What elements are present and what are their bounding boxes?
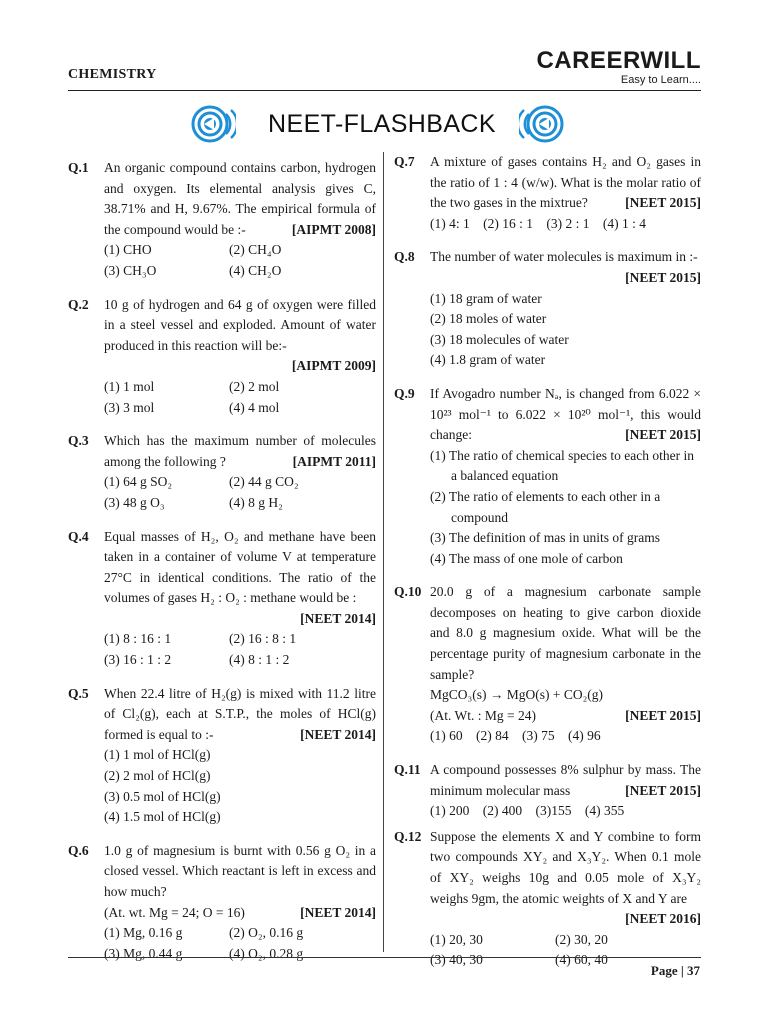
option: (1) 4: 1 <box>430 215 470 231</box>
option: (4) 8 g H₂ <box>229 494 283 510</box>
option: (2) 2 mol of HCl(g) <box>104 768 211 784</box>
exam-tag: [NEET 2016] <box>625 911 701 927</box>
footer-divider <box>68 957 701 958</box>
option: (2) 84 <box>476 728 509 744</box>
question-number: Q.7 <box>394 154 415 169</box>
exam-tag: [NEET 2015] <box>625 427 701 443</box>
option: (4) O₂, 0.28 g <box>229 945 304 961</box>
option: (2) 400 <box>482 803 523 819</box>
option: (1) 1 mol <box>104 378 155 394</box>
question-number: Q.8 <box>394 249 415 265</box>
exam-tag: [NEET 2015] <box>625 782 701 798</box>
question-number: Q.10 <box>394 584 422 600</box>
options <box>430 801 701 822</box>
option: (2) 18 moles of water <box>430 311 547 327</box>
option: (1) 20, 30 <box>430 931 483 947</box>
options <box>104 629 376 670</box>
option: (4) 1.5 mol of HCl(g) <box>104 809 221 825</box>
question-stem: When 22.4 litre of H₂(g) is mixed with 11.2 litre of Cl₂(g), each at S.T.P., the moles of HCl(g) formed is equal to :- [NEET 2014] <box>104 684 376 746</box>
question-number: Q.11 <box>394 762 421 778</box>
option: (3) The definition of mas in units of grams <box>430 530 660 546</box>
option: (4) CH₂O <box>229 262 282 278</box>
option: (2) 16 : 8 : 1 <box>229 631 297 647</box>
options <box>104 377 376 418</box>
brand-name: CAREERWILL <box>536 47 701 74</box>
question-extra: (At. wt. Mg = 24; O = 16) [NEET 2014] <box>104 903 376 924</box>
exam-tag: [NEET 2014] <box>300 610 376 626</box>
option: (4) 60, 40 <box>555 952 608 968</box>
exam-tag: [NEET 2015] <box>625 269 701 285</box>
option: (2) 2 mol <box>229 378 280 394</box>
question-extra: (At. Wt. : Mg = 24) [NEET 2015] <box>430 706 701 727</box>
options <box>104 240 376 281</box>
options <box>430 726 701 747</box>
left-column <box>68 158 376 964</box>
option: (3) CH₃O <box>104 262 157 278</box>
question-stem: Equal masses of H₂, O₂ and methane have been taken in a container of volume V at temperature 27°C in identical conditions. The ratio of the volumes of gases H₂ : O₂ : methane would be : <box>104 528 376 606</box>
question-9 <box>394 384 701 569</box>
question-stem: If Avogadro number Nₐ, is changed from 6.022 × 10²³ mol⁻¹ to 6.022 × 10²⁰ mol⁻¹, this would change: [NEET 2015] <box>430 384 701 446</box>
title-band <box>0 104 768 144</box>
options <box>430 446 701 570</box>
option: (3) 3 mol <box>104 399 155 415</box>
option: (3)155 <box>535 803 572 819</box>
exam-tag: [NEET 2015] <box>625 195 701 211</box>
subject-label: CHEMISTRY <box>68 67 157 82</box>
question-number: Q.6 <box>68 842 89 858</box>
options <box>430 289 701 371</box>
question-stem: A compound possesses 8% sulphur by mass. The minimum molecular mass [NEET 2015] <box>430 760 701 801</box>
question-stem: Which has the maximum number of molecules among the following ? [AIPMT 2011] <box>104 431 376 472</box>
question-stem: An organic compound contains carbon, hydrogen and oxygen. Its elemental analysis gives C, 38.71% and H, 9.67%. The empirical formula of the compound would be :- [AIPMT 2008] <box>104 158 376 240</box>
question-number: Q.5 <box>68 685 89 701</box>
option: (3) 75 <box>522 728 555 744</box>
brand-logo <box>536 48 701 87</box>
option: (4) 4 mol <box>229 399 280 415</box>
option: (1) 200 <box>430 803 470 819</box>
option: (4) 1.8 gram of water <box>430 352 546 368</box>
option: (2) The ratio of elements to each other in a compound <box>430 488 661 525</box>
header-divider <box>68 90 701 91</box>
question-3 <box>68 431 376 513</box>
question-6 <box>68 841 376 965</box>
option: (1) 60 <box>430 728 463 744</box>
options <box>104 923 376 964</box>
option: (4) 355 <box>584 803 625 819</box>
question-2 <box>68 295 376 419</box>
exam-tag: [AIPMT 2008] <box>291 221 376 237</box>
disc-right-icon <box>519 105 565 143</box>
question-7 <box>394 152 701 234</box>
option: (3) 2 : 1 <box>546 215 590 231</box>
option: (4) 8 : 1 : 2 <box>229 652 290 668</box>
option: (2) CH₄O <box>229 242 282 258</box>
exam-tag: [AIPMT 2009] <box>291 358 376 374</box>
option: (3) 40, 30 <box>430 952 483 968</box>
option: (2) 44 g CO₂ <box>229 474 299 490</box>
question-number: Q.2 <box>68 296 89 312</box>
option: (3) 48 g O₃ <box>104 494 165 510</box>
option: (2) 30, 20 <box>555 931 608 947</box>
option: (1) 8 : 16 : 1 <box>104 631 172 647</box>
option: (1) 18 gram of water <box>430 290 542 306</box>
question-10 <box>394 582 701 747</box>
page-number: Page | 37 <box>650 963 700 978</box>
disc-left-icon <box>190 105 236 143</box>
exam-tag: [NEET 2015] <box>625 707 701 723</box>
option: (3) Mg, 0.44 g <box>104 945 183 961</box>
right-column <box>394 154 701 971</box>
question-number: Q.9 <box>394 385 415 401</box>
question-number: Q.12 <box>394 828 422 844</box>
options <box>104 472 376 513</box>
question-stem: 20.0 g of a magnesium carbonate sample decomposes on heating to give carbon dioxide and 8.0 g magnesium oxide. What will be the percentage purity of magnesium carbonate in the sample? <box>430 584 701 682</box>
question-12 <box>394 827 701 971</box>
page-title: NEET-FLASHBACK <box>268 110 496 138</box>
question-stem: 1.0 g of magnesium is burnt with 0.56 g O₂ in a closed vessel. Which reactant is left in excess and how much? <box>104 842 376 899</box>
option: (1) Mg, 0.16 g <box>104 925 183 941</box>
option: (3) 16 : 1 : 2 <box>104 652 172 668</box>
question-number: Q.1 <box>68 160 89 175</box>
question-number: Q.3 <box>68 433 89 449</box>
page-header <box>68 48 701 94</box>
column-divider <box>383 152 384 952</box>
option: (4) 96 <box>568 728 601 744</box>
options <box>104 745 376 827</box>
exam-tag: [NEET 2014] <box>300 904 376 920</box>
question-1 <box>68 158 376 282</box>
brand-tagline: Easy to Learn.... <box>620 74 701 86</box>
option: (1) 1 mol of HCl(g) <box>104 747 211 763</box>
option: (1) CHO <box>104 242 152 258</box>
option: (4) The mass of one mole of carbon <box>430 550 623 566</box>
option: (1) The ratio of chemical species to each other in a balanced equation <box>430 447 695 484</box>
option: (1) 64 g SO₂ <box>104 474 173 490</box>
option: (3) 0.5 mol of HCl(g) <box>104 788 221 804</box>
question-8 <box>394 247 701 371</box>
question-11 <box>394 760 701 822</box>
reaction-equation: MgCO₃(s) → MgO(s) + CO₂(g) <box>430 687 604 703</box>
question-stem: 10 g of hydrogen and 64 g of oxygen were filled in a steel vessel and exploded. Amount of water produced in this reaction will be:- <box>104 296 376 353</box>
question-stem: Suppose the elements X and Y combine to form two compounds XY₂ and X₃Y₂. When 0.1 mole of XY₂ weighs 10g and 0.05 mole of X₃Y₂ weighs 9gm, the atomic weights of X and Y are <box>430 828 701 906</box>
option: (2) 16 : 1 <box>483 215 533 231</box>
question-stem: The number of water molecules is maximum in :- <box>430 249 698 265</box>
option: (4) 1 : 4 <box>602 215 646 231</box>
question-5 <box>68 684 376 828</box>
question-stem: A mixture of gases contains H₂ and O₂ gases in the ratio of 1 : 4 (w/w). What is the molar ratio of the two gases in the mixtrue? [NEET 2015] <box>430 152 701 214</box>
exam-tag: [NEET 2014] <box>300 726 376 742</box>
question-number: Q.4 <box>68 528 89 544</box>
option: (2) O₂, 0.16 g <box>229 925 304 941</box>
option: (3) 18 molecules of water <box>430 331 569 347</box>
options <box>430 214 701 235</box>
question-4 <box>68 527 376 671</box>
exam-tag: [AIPMT 2011] <box>292 453 376 469</box>
